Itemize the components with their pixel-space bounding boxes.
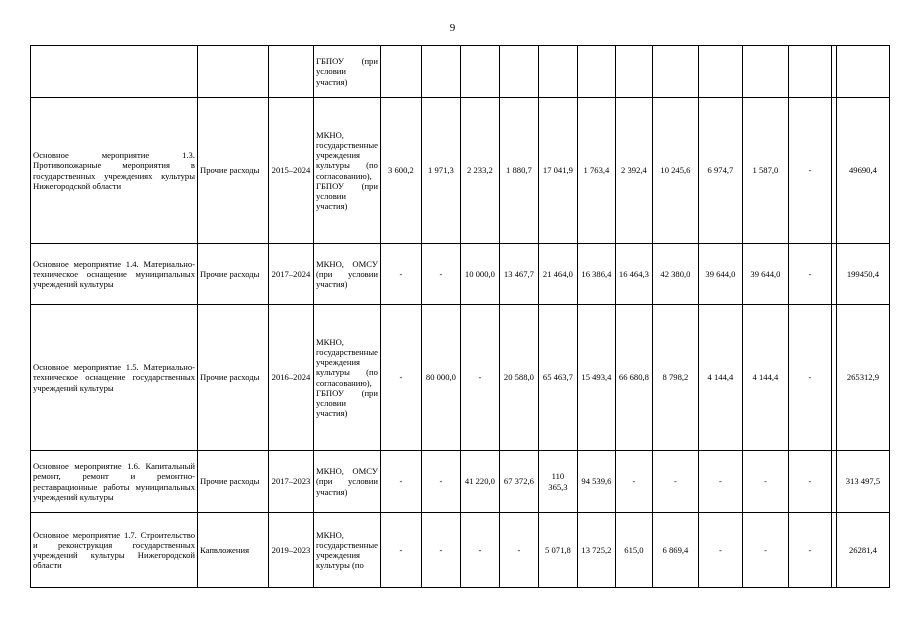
expense-type-cell [198, 305, 269, 451]
year-value-cell [421, 46, 460, 98]
measure-name-cell [31, 244, 198, 305]
year-value-cell [652, 46, 698, 98]
year-value-cell-text: - [764, 476, 767, 487]
year-value-cell [538, 46, 577, 98]
executor-cell-text: ГБПОУ (при условии участия) [316, 56, 378, 87]
total-cell-text: 49690,4 [848, 165, 877, 176]
measure-name-cell-text: Основное мероприятие 1.6. Капитальный ремонт, ремонт и ремонтно-реставрационные работы муниципальных учреждений культуры [33, 461, 195, 502]
period-cell [269, 244, 314, 305]
total-cell-text: 313 497,5 [845, 476, 881, 487]
table-row [31, 513, 890, 588]
year-value-cell-text: 21 464,0 [542, 268, 573, 279]
expense-type-cell [198, 244, 269, 305]
year-value-cell-text: 10 000,0 [464, 268, 495, 279]
year-value-cell [742, 513, 788, 588]
measure-name-cell [31, 46, 198, 98]
measure-name-cell-text: Основное мероприятие 1.3. Противопожарные мероприятия в государственных учреждениях культуры Нижегородской области [33, 150, 195, 191]
year-value-cell-text: 42 380,0 [660, 268, 691, 279]
year-value-cell [615, 244, 652, 305]
table-row [31, 305, 890, 451]
total-cell [836, 305, 889, 451]
year-value-cell [742, 305, 788, 451]
year-value-cell-text: - [439, 544, 443, 555]
year-value-cell-text: - [632, 476, 636, 487]
executor-cell [314, 98, 381, 244]
year-value-cell [538, 305, 577, 451]
year-value-cell [538, 98, 577, 244]
year-value-cell-text: 66 680,8 [618, 372, 649, 383]
year-value-cell-text: - [399, 268, 403, 279]
year-value-cell-text: 1 971,3 [428, 165, 454, 176]
year-value-cell-text: 3 600,2 [388, 165, 414, 176]
year-value-cell-text: 15 493,4 [581, 372, 612, 383]
year-value-cell-text: - [808, 372, 812, 383]
period-cell-text: 2019–2023 [271, 544, 311, 555]
period-cell [269, 98, 314, 244]
period-cell-text: 2016–2024 [271, 372, 311, 383]
year-value-cell-text: 6 869,4 [662, 544, 689, 555]
period-cell [269, 513, 314, 588]
year-value-cell [460, 98, 499, 244]
year-value-cell [577, 451, 615, 513]
year-value-cell-text: 16 464,3 [618, 268, 649, 279]
year-value-cell-text: - [478, 544, 482, 555]
year-value-cell [698, 513, 742, 588]
year-value-cell-text: 17 041,9 [542, 165, 573, 176]
total-cell-text: 265312,9 [846, 372, 880, 383]
year-value-cell [421, 244, 460, 305]
executor-cell [314, 244, 381, 305]
executor-cell-text: МКНО, государственные учреждения культуры (по [316, 529, 378, 571]
total-cell [836, 98, 889, 244]
year-value-cell [460, 244, 499, 305]
year-value-cell [652, 513, 698, 588]
year-value-cell-text: 41 220,0 [464, 476, 495, 487]
executor-cell [314, 451, 381, 513]
year-value-cell-text: 110 365,3 [548, 471, 568, 492]
year-value-cell-text: - [399, 476, 403, 487]
expense-type-cell [198, 98, 269, 244]
executor-cell [314, 513, 381, 588]
measure-name-cell-text: Основное мероприятие 1.7. Строительство и реконструкция государственных учреждений культуры Нижегородской области [33, 529, 195, 571]
year-value-cell-text: 1 880,7 [506, 165, 532, 176]
year-value-cell [499, 244, 538, 305]
period-cell-text: 2017–2024 [271, 268, 311, 279]
year-value-cell [380, 451, 421, 513]
year-value-cell-text: - [439, 268, 443, 279]
year-value-cell [615, 98, 652, 244]
year-value-cell [652, 451, 698, 513]
executor-cell-text: МКНО, государственные учреждения культуры (по согласованию), ГБПОУ (при условии участия) [316, 336, 378, 419]
expense-type-cell-text: Капвложения [200, 544, 250, 555]
year-value-cell [788, 451, 831, 513]
year-value-cell [421, 98, 460, 244]
year-value-cell [698, 305, 742, 451]
year-value-cell [652, 98, 698, 244]
year-value-cell-text: 4 144,4 [707, 372, 734, 383]
year-value-cell [380, 244, 421, 305]
year-value-cell-text: 65 463,7 [542, 372, 573, 383]
year-value-cell-text: 39 644,0 [750, 268, 781, 279]
year-value-cell-text: - [399, 372, 403, 383]
year-value-cell-text: 10 245,6 [660, 165, 691, 176]
year-value-cell [652, 305, 698, 451]
year-value-cell [742, 244, 788, 305]
measure-name-cell [31, 513, 198, 588]
year-value-cell [499, 46, 538, 98]
measure-name-cell-text: Основное мероприятие 1.4. Материально-техническое оснащение муниципальных учреждений культуры [33, 258, 195, 290]
period-cell-text: 2017–2023 [271, 476, 311, 487]
executor-cell-text: МКНО, ОМСУ (при условии участия) [316, 258, 378, 290]
year-value-cell [577, 98, 615, 244]
expense-type-cell [198, 46, 269, 98]
table-row [31, 451, 890, 513]
total-cell-text: 26281,4 [848, 544, 877, 555]
year-value-cell-text: - [808, 165, 812, 176]
year-value-cell [742, 98, 788, 244]
year-value-cell [652, 244, 698, 305]
total-cell [836, 244, 889, 305]
year-value-cell [788, 305, 831, 451]
executor-cell [314, 46, 381, 98]
year-value-cell [742, 451, 788, 513]
year-value-cell [615, 305, 652, 451]
total-cell [836, 513, 889, 588]
year-value-cell-text: - [478, 372, 482, 383]
period-cell [269, 305, 314, 451]
year-value-cell-text: - [439, 476, 443, 487]
year-value-cell-text: 80 000,0 [425, 372, 456, 383]
expense-type-cell [198, 513, 269, 588]
year-value-cell [742, 46, 788, 98]
year-value-cell-text: 1 587,0 [752, 165, 779, 176]
executor-cell-text: МКНО, ОМСУ (при условии участия) [316, 466, 378, 497]
year-value-cell-text: - [674, 476, 677, 487]
year-value-cell-text: 4 144,4 [752, 372, 779, 383]
executor-cell-text: МКНО, государственные учреждения культуры (по согласованию), ГБПОУ (при условии участия) [316, 129, 378, 212]
total-cell-text: 199450,4 [846, 268, 880, 279]
year-value-cell [421, 513, 460, 588]
year-value-cell [380, 305, 421, 451]
expense-type-cell-text: Прочие расходы [200, 165, 260, 176]
year-value-cell-text: - [719, 544, 722, 555]
total-cell [836, 451, 889, 513]
year-value-cell [421, 305, 460, 451]
year-value-cell [499, 451, 538, 513]
year-value-cell [380, 46, 421, 98]
year-value-cell-text: 1 763,4 [583, 165, 610, 176]
year-value-cell [698, 451, 742, 513]
year-value-cell-text: 67 372,6 [503, 476, 534, 487]
year-value-cell [615, 46, 652, 98]
period-cell [269, 46, 314, 98]
year-value-cell-text: 6 974,7 [707, 165, 734, 176]
page-number: 9 [449, 22, 456, 34]
year-value-cell [460, 46, 499, 98]
year-value-cell-text: - [764, 544, 767, 555]
year-value-cell [577, 513, 615, 588]
year-value-cell [788, 513, 831, 588]
year-value-cell-text: 8 798,2 [662, 372, 689, 383]
year-value-cell [615, 451, 652, 513]
measure-name-cell [31, 305, 198, 451]
year-value-cell [788, 46, 831, 98]
year-value-cell-text: - [719, 476, 722, 487]
year-value-cell [380, 98, 421, 244]
period-cell [269, 451, 314, 513]
year-value-cell-text: 13 467,7 [503, 268, 534, 279]
year-value-cell [788, 244, 831, 305]
expense-type-cell-text: Прочие расходы [200, 372, 260, 383]
year-value-cell-text: 2 233,2 [467, 165, 493, 176]
expense-type-cell-text: Прочие расходы [200, 268, 260, 279]
year-value-cell-text: - [808, 476, 812, 487]
year-value-cell-text: 5 071,8 [545, 544, 571, 555]
executor-cell [314, 305, 381, 451]
year-value-cell [698, 98, 742, 244]
year-value-cell-text: 39 644,0 [705, 268, 736, 279]
expense-type-cell-text: Прочие расходы [200, 476, 260, 487]
year-value-cell-text: - [808, 268, 812, 279]
year-value-cell [499, 98, 538, 244]
year-value-cell [421, 451, 460, 513]
year-value-cell-text: 615,0 [624, 544, 644, 555]
period-cell-text: 2015–2024 [271, 165, 311, 176]
year-value-cell [499, 513, 538, 588]
year-value-cell [577, 46, 615, 98]
year-value-cell-text: 16 386,4 [581, 268, 612, 279]
expense-type-cell [198, 451, 269, 513]
year-value-cell [460, 513, 499, 588]
year-value-cell-text: - [808, 544, 812, 555]
measure-name-cell [31, 451, 198, 513]
measure-name-cell-text: Основное мероприятие 1.5. Материально-техническое оснащение государственных учреждений культуры [33, 362, 195, 393]
year-value-cell [577, 244, 615, 305]
table-row [31, 46, 890, 98]
year-value-cell-text: 13 725,2 [581, 544, 612, 555]
year-value-cell [538, 244, 577, 305]
year-value-cell [538, 451, 577, 513]
program-table [30, 45, 890, 588]
year-value-cell [698, 46, 742, 98]
year-value-cell [577, 305, 615, 451]
year-value-cell [538, 513, 577, 588]
year-value-cell [499, 305, 538, 451]
year-value-cell [788, 98, 831, 244]
year-value-cell-text: - [517, 544, 521, 555]
total-cell [836, 46, 889, 98]
year-value-cell [460, 451, 499, 513]
year-value-cell-text: 20 588,0 [503, 372, 534, 383]
table-row [31, 98, 890, 244]
year-value-cell-text: - [399, 544, 403, 555]
year-value-cell-text: 2 392,4 [621, 165, 647, 176]
year-value-cell [698, 244, 742, 305]
year-value-cell-text: 94 539,6 [581, 476, 612, 487]
table-row [31, 244, 890, 305]
measure-name-cell [31, 98, 198, 244]
year-value-cell [460, 305, 499, 451]
year-value-cell [380, 513, 421, 588]
year-value-cell [615, 513, 652, 588]
